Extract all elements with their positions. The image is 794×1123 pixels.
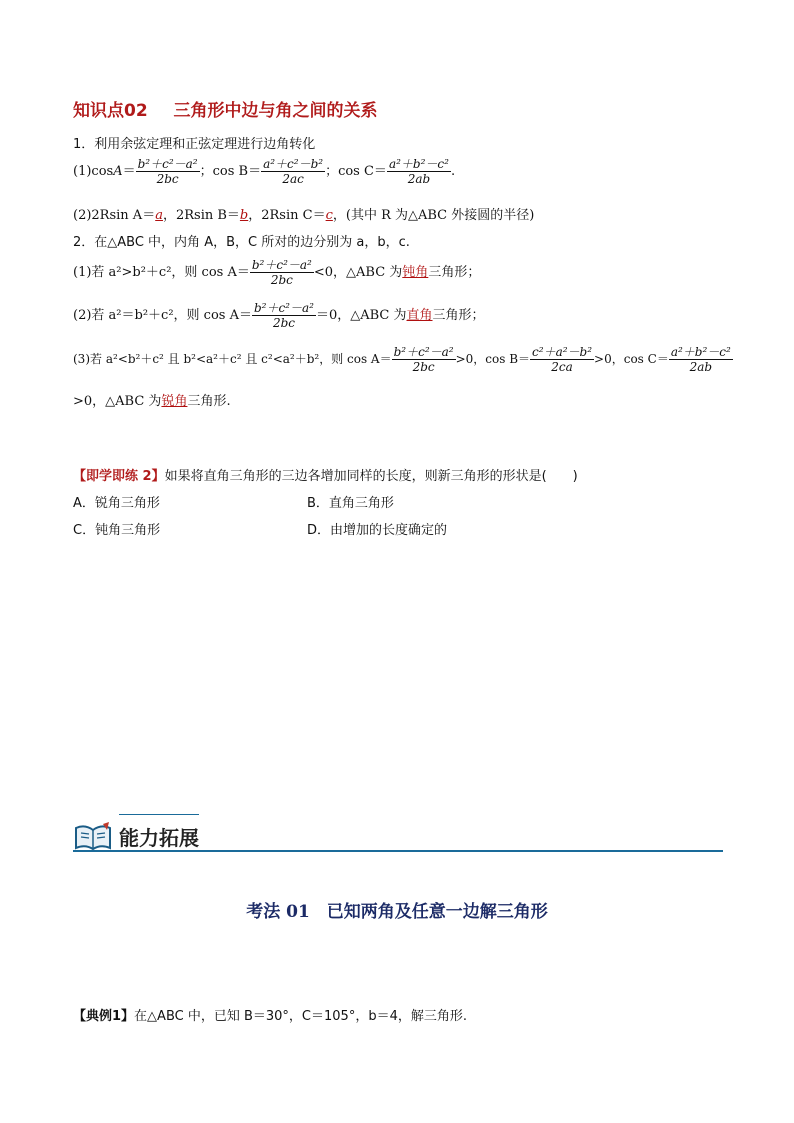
fraction xyxy=(250,258,314,287)
numerator: a²＋b²－c² xyxy=(670,345,731,359)
cosine-formulas xyxy=(73,157,455,186)
practice-tag: 【即学即练 2】 xyxy=(73,469,165,484)
denominator: 2ab xyxy=(407,172,431,186)
text: <0，△ABC 为 xyxy=(313,265,403,280)
fraction xyxy=(669,345,733,374)
denominator: 2bc xyxy=(270,273,293,287)
blank-b: b xyxy=(239,208,249,223)
denominator: 2bc xyxy=(412,360,435,374)
blank-c: c xyxy=(325,208,333,223)
numerator: b²＋c²－a² xyxy=(137,157,198,171)
angle-a: A xyxy=(113,164,123,179)
section-title: 三角形中边与角之间的关系 xyxy=(173,101,378,121)
case-obtuse xyxy=(73,258,480,287)
blank-a: a xyxy=(155,208,163,223)
section-heading xyxy=(73,96,378,121)
text: 三角形； xyxy=(432,308,485,323)
example-tag: 【典例1】 xyxy=(73,1009,135,1024)
paragraph-1: 1．利用余弦定理和正弦定理进行边角转化 xyxy=(73,137,316,152)
book-icon xyxy=(73,822,113,852)
answer-obtuse: 钝角 xyxy=(402,265,429,280)
answer-right: 直角 xyxy=(406,308,433,323)
method-title: 考法 01 已知两角及任意一边解三角形 xyxy=(246,902,548,922)
numerator: a²＋b²－c² xyxy=(388,157,449,171)
formula-sep: ；cos B＝ xyxy=(199,164,262,179)
denominator: 2ca xyxy=(551,360,573,374)
numerator: b²＋c²－a² xyxy=(251,258,312,272)
text: (1)若 a²>b²＋c²，则 cos A＝ xyxy=(73,265,250,280)
option-d[interactable]: D．由增加的长度确定的 xyxy=(307,523,448,538)
text: >0，cos B＝ xyxy=(455,352,531,366)
case-right xyxy=(73,301,485,330)
ability-banner xyxy=(73,812,723,856)
example-1 xyxy=(73,1005,467,1024)
formula-end: . xyxy=(450,164,456,179)
case-acute-cont xyxy=(73,390,231,409)
text: (2)若 a²＝b²＋c²，则 cos A＝ xyxy=(73,308,252,323)
fraction xyxy=(252,301,316,330)
practice-text: 如果将直角三角形的三边各增加同样的长度，则新三角形的形状是( ) xyxy=(164,469,578,484)
equals: ＝ xyxy=(122,164,136,179)
option-b[interactable]: B．直角三角形 xyxy=(307,496,394,511)
text: 三角形. xyxy=(187,394,231,409)
banner-rule xyxy=(73,850,723,852)
text: ，2Rsin C＝ xyxy=(248,208,326,223)
fraction-cos-a xyxy=(136,157,200,186)
denominator: 2ab xyxy=(689,360,713,374)
fraction-cos-c xyxy=(387,157,451,186)
text: 三角形； xyxy=(428,265,481,280)
fraction-cos-b xyxy=(261,157,325,186)
numerator: a²＋c²－b² xyxy=(263,157,324,171)
text: ＝0，△ABC 为 xyxy=(315,308,407,323)
formula-lead: (1)cos xyxy=(73,164,114,179)
example-text: 在△ABC 中，已知 B＝30°，C＝105°，b＝4，解三角形. xyxy=(134,1009,467,1024)
text: ，(其中 R 为△ABC 外接圆的半径) xyxy=(332,208,535,223)
formula-sep: ；cos C＝ xyxy=(325,164,387,179)
denominator: 2bc xyxy=(156,172,179,186)
option-c[interactable]: C．钝角三角形 xyxy=(73,523,161,538)
text: >0，△ABC 为 xyxy=(73,394,162,409)
denominator: 2ac xyxy=(282,172,304,186)
text: ，2Rsin B＝ xyxy=(162,208,240,223)
denominator: 2bc xyxy=(272,316,295,330)
text: >0，cos C＝ xyxy=(594,352,669,366)
paragraph-2: 2．在△ABC 中，内角 A，B，C 所对的边分别为 a，b，c. xyxy=(73,235,410,250)
numerator: c²＋a²－b² xyxy=(532,345,593,359)
sine-formulas xyxy=(73,204,534,223)
numerator: b²＋c²－a² xyxy=(253,301,314,315)
fraction xyxy=(530,345,594,374)
banner-top-rule xyxy=(119,814,199,815)
text: (3)若 a²<b²＋c² 且 b²<a²＋c² 且 c²<a²＋b²，则 cos A＝ xyxy=(73,352,392,366)
case-acute xyxy=(73,345,733,374)
practice-question xyxy=(73,465,578,484)
text: (2)2Rsin A＝ xyxy=(73,208,156,223)
option-a[interactable]: A．锐角三角形 xyxy=(73,496,160,511)
section-number: 知识点02 xyxy=(73,101,148,121)
numerator: b²＋c²－a² xyxy=(393,345,454,359)
answer-acute: 锐角 xyxy=(161,394,188,409)
fraction xyxy=(392,345,456,374)
banner-title: 能力拓展 xyxy=(119,826,199,850)
